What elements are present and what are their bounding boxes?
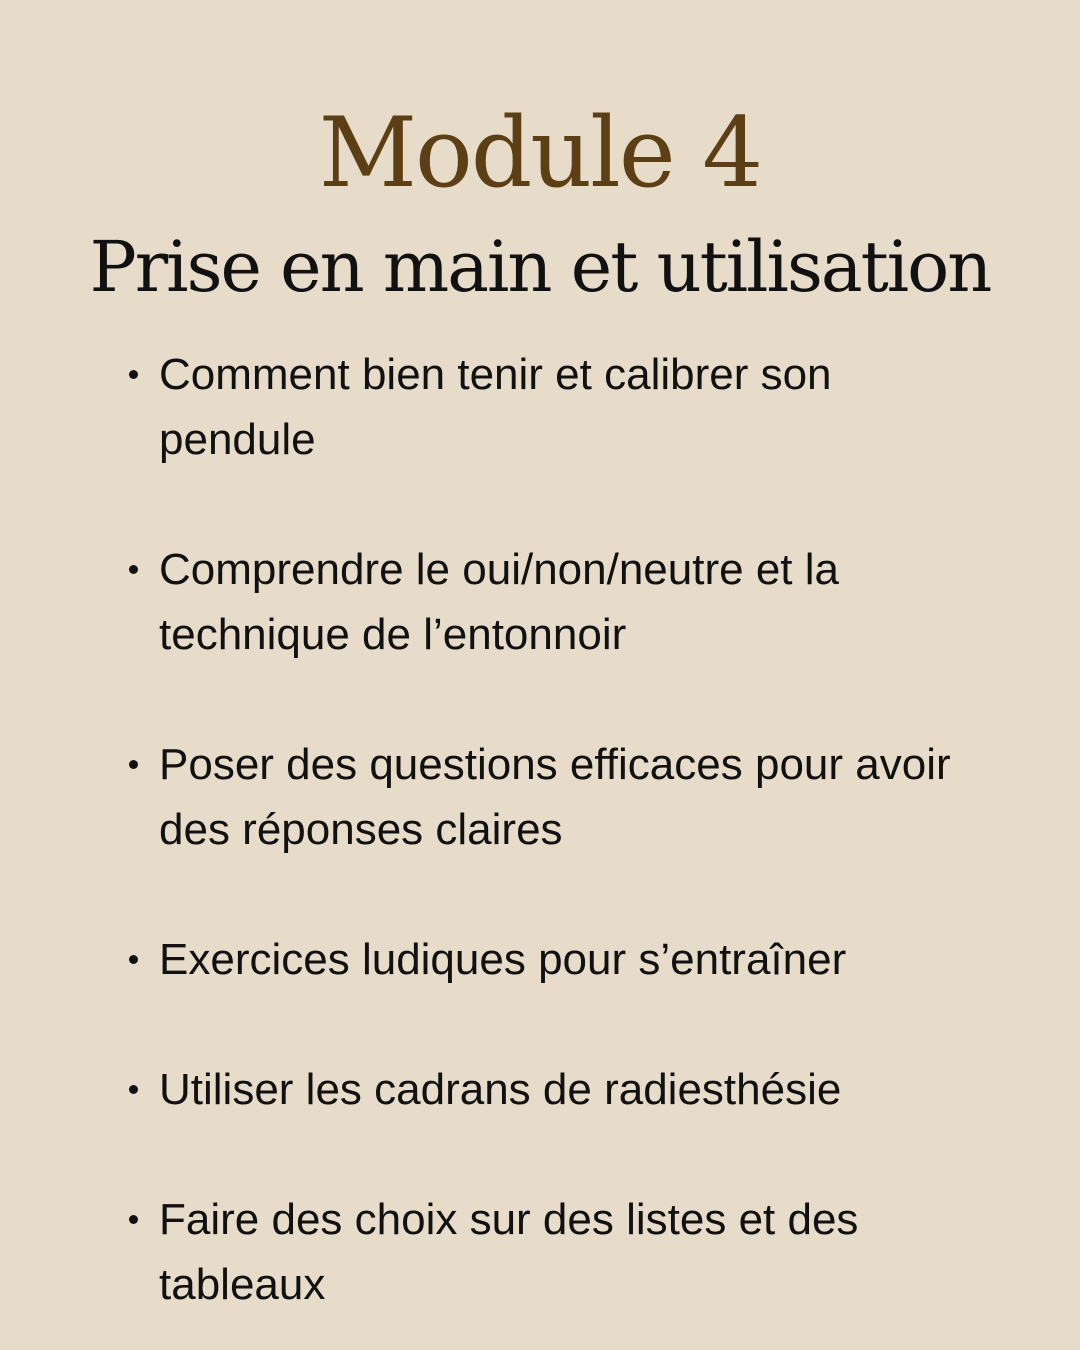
bullet-icon <box>129 565 138 574</box>
module-subtitle: Prise en main et utilisation <box>89 226 991 308</box>
list-item-text: Exercices ludiques pour s’entraîner <box>159 935 847 984</box>
list-item-text: Faire des choix sur des listes et des tableaux <box>159 1195 859 1309</box>
bullet-icon <box>129 760 138 769</box>
list-item-text: Comment bien tenir et calibrer son pendule <box>159 350 832 464</box>
bullet-icon <box>129 370 138 379</box>
list-item-text: Utiliser les cadrans de radiesthésie <box>159 1065 842 1114</box>
list-item-text: Poser des questions efficaces pour avoir des réponses claires <box>159 740 951 854</box>
bullet-icon <box>129 1085 138 1094</box>
module-title: Module 4 <box>318 97 762 209</box>
bullet-icon <box>129 1215 138 1224</box>
bullet-icon <box>129 955 138 964</box>
list-item-text: Comprendre le oui/non/neutre et la technique de l’entonnoir <box>159 545 839 659</box>
